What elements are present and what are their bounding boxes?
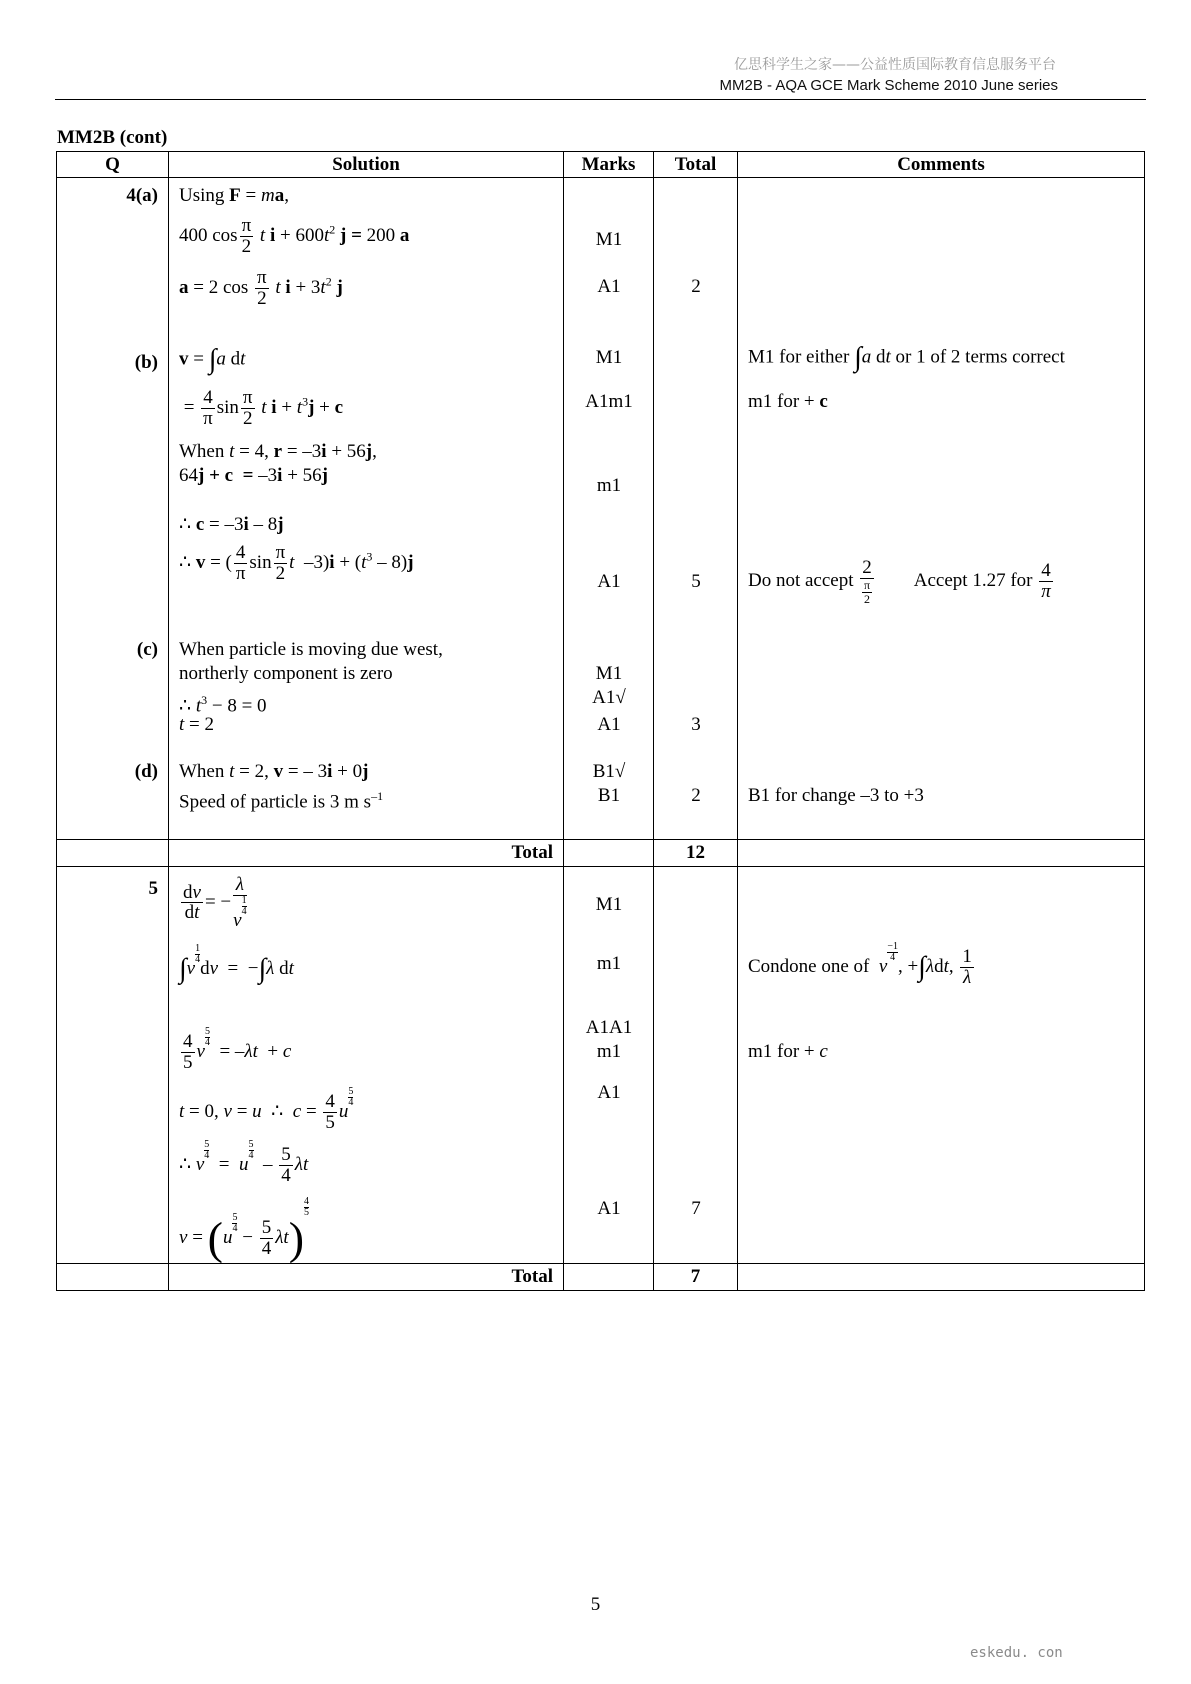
q4d-line1: When t = 2, v = – 3i + 0j bbox=[179, 761, 369, 782]
q4b-comment-1: M1 for either ∫a dt or 1 of 2 terms correct bbox=[748, 342, 1065, 373]
q4d-line2: Speed of particle is 3 m $s^{-1}$ bbox=[179, 789, 384, 813]
q4c-line1: When particle is moving due west, bbox=[179, 639, 443, 660]
header-chinese-title: 亿思科学生之家——公益性质国际教育信息服务平台 bbox=[734, 57, 1056, 73]
q4-total-value: 12 bbox=[654, 840, 738, 867]
mark-q4d-1: B1√ bbox=[592, 761, 626, 782]
q4a-line3: a = 2 cos $\frac{\pi}{2}$ t $i + 3t^2$ j bbox=[179, 267, 343, 309]
q5-comment-2: m1 for + c bbox=[748, 1041, 828, 1062]
col-header-comments: Comments bbox=[738, 152, 1145, 178]
header-rule bbox=[55, 99, 1146, 100]
q5-total-row bbox=[57, 1264, 1145, 1291]
q5-line3: $\frac{4}{5}$ v $\frac{5}{4}$ = –λt + c bbox=[183, 1026, 292, 1074]
table-header-row bbox=[57, 152, 1145, 178]
mark-q5-2: m1 bbox=[596, 953, 622, 974]
mark-q5-6: A1 bbox=[597, 1198, 621, 1219]
section-title: MM2B (cont) bbox=[57, 127, 168, 148]
mark-q4a-2: A1 bbox=[597, 276, 621, 297]
q5-line1: $\frac{dv}{dt}$ = − λ v $\frac{1}{4}$ bbox=[183, 874, 247, 931]
q4b-label: (b) bbox=[134, 352, 158, 373]
q4b-line5: ∴ c = –3i – 8j bbox=[179, 514, 284, 535]
header-doc-title: MM2B - AQA GCE Mark Scheme 2010 June series bbox=[719, 77, 1058, 94]
q5-total-label: Total bbox=[169, 1264, 564, 1291]
q4b-comment-3: Do not accept $\frac{2}{\frac{\pi}{2}}$ Accept 1.27 for $\frac{4}{\pi}$ bbox=[748, 557, 1051, 606]
question-4-row bbox=[57, 178, 1145, 840]
mark-q4b-4: A1 bbox=[597, 571, 621, 592]
mark-q4c-3: A1 bbox=[597, 714, 621, 735]
q5-line5: ∴ v $\frac{5}{4}$ = u $\frac{5}{4}$ – $\frac{5}{4}$ λt bbox=[179, 1139, 309, 1187]
mark-scheme-table bbox=[56, 151, 1145, 1291]
q5-comment-1: Condone one of v $\frac{-1}{4}$ , +∫λdt, $\frac{1}{\lambda}$ bbox=[748, 941, 972, 989]
q5-label: 5 bbox=[148, 878, 158, 899]
q4d-label: (d) bbox=[134, 761, 158, 782]
total-q4b: 5 bbox=[691, 571, 701, 592]
q5-line2: ∫v $\frac{1}{4}$ dv = −∫λ dt bbox=[179, 943, 294, 985]
col-header-q: Q bbox=[57, 152, 169, 178]
mark-q4c-1: M1 bbox=[595, 663, 623, 684]
q4a-line2: 400 cos $\frac{\pi}{2}$ t $i + 600t^2$ j = 200 a bbox=[179, 215, 410, 257]
total-q4d: 2 bbox=[691, 785, 701, 806]
q4a-label: 4(a) bbox=[126, 185, 158, 206]
col-header-marks: Marks bbox=[564, 152, 654, 178]
total-q4a: 2 bbox=[691, 276, 701, 297]
col-header-solution: Solution bbox=[169, 152, 564, 178]
page-number: 5 bbox=[590, 1594, 601, 1615]
q4c-label: (c) bbox=[136, 639, 158, 660]
mark-q4a-1: M1 bbox=[595, 229, 623, 250]
total-q5: 7 bbox=[691, 1198, 701, 1219]
q4d-comment-1: B1 for change –3 to +3 bbox=[748, 785, 924, 806]
q4b-line1: v = ∫a dt bbox=[179, 344, 246, 375]
mark-q4b-3: m1 bbox=[596, 475, 622, 496]
q4c-line3: ∴ $t^3 - 8 = 0$ bbox=[179, 693, 267, 717]
col-header-total: Total bbox=[654, 152, 738, 178]
mark-q4d-2: B1 bbox=[597, 785, 621, 806]
q4c-line2: northerly component is zero bbox=[179, 663, 393, 684]
q4b-line2: = $\frac{4}{\pi}$ sin $\frac{\pi}{2}$ t $i + t^3j + c$ bbox=[179, 387, 344, 429]
mark-q5-1: M1 bbox=[595, 894, 623, 915]
total-q4c: 3 bbox=[691, 714, 701, 735]
mark-q5-3: A1A1 bbox=[585, 1017, 633, 1038]
q5-total-value: 7 bbox=[654, 1264, 738, 1291]
q4c-line4: t = 2 bbox=[179, 714, 214, 735]
q4a-line1: Using F = ma, bbox=[179, 185, 289, 206]
q4b-line6: ∴ v = ( $\frac{4}{\pi}$ sin $\frac{\pi}{2}$ t $-3)i + (t^3 - 8)j$ bbox=[179, 542, 414, 584]
q4b-comment-2: m1 for + c bbox=[748, 391, 828, 412]
mark-q4c-2: A1√ bbox=[592, 687, 626, 708]
mark-q4b-2: A1m1 bbox=[585, 391, 633, 412]
q4-total-row bbox=[57, 840, 1145, 867]
mark-q5-5: A1 bbox=[597, 1082, 621, 1103]
mark-q5-4: m1 bbox=[596, 1041, 622, 1062]
q4b-line3: When t = 4, r = –3i + 56j, bbox=[179, 441, 377, 462]
mark-q4b-1: M1 bbox=[595, 347, 623, 368]
watermark: eskedu. con bbox=[970, 1645, 1063, 1661]
q5-line6: v = (u $\frac{5}{4}$ − $\frac{5}{4}$ λt) $\frac{4}{5}$ bbox=[179, 1196, 310, 1264]
q4-total-label: Total bbox=[169, 840, 564, 867]
question-5-row bbox=[57, 867, 1145, 1264]
q4b-line4: 64j + c = –3i + 56j bbox=[179, 465, 328, 486]
q5-line4: t = 0, v = u ∴ c = $\frac{4}{5}$ u $\frac{5}{4}$ bbox=[179, 1086, 354, 1134]
